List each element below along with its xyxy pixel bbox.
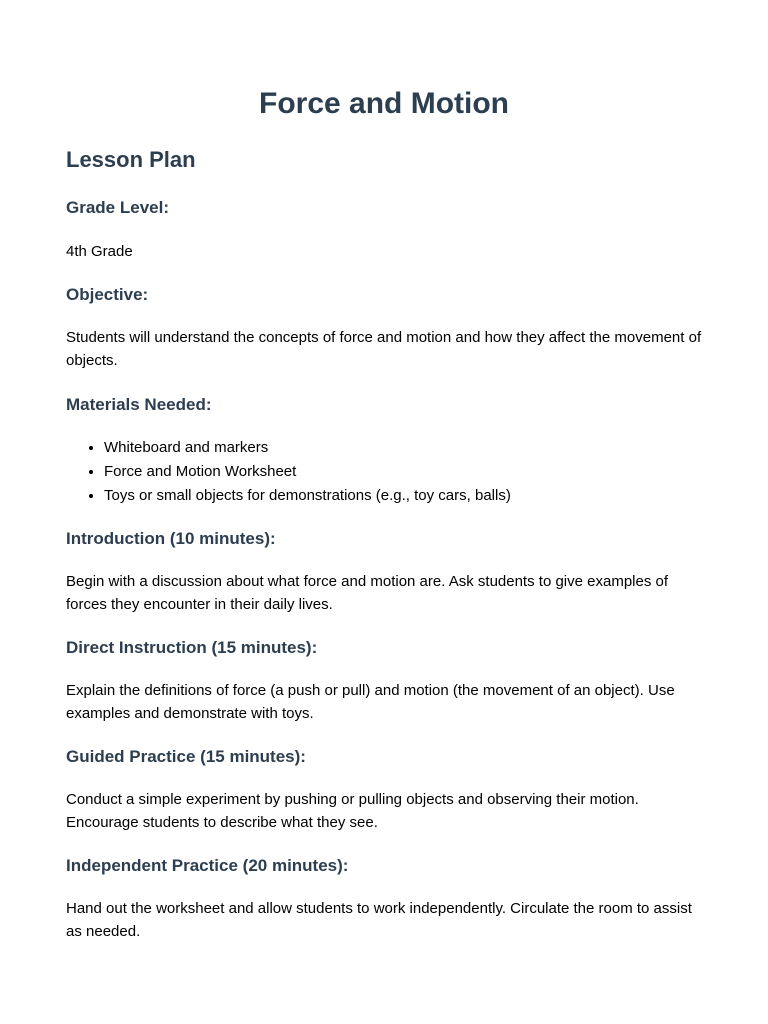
section-heading: Independent Practice (20 minutes): (66, 856, 349, 875)
section-heading: Objective: (66, 285, 149, 304)
section-guided-practice (66, 746, 702, 834)
section-text: Hand out the worksheet and allow students to work independently. Circulate the room to assist as needed. (66, 900, 692, 940)
page-title: Force and Motion (259, 87, 509, 120)
section-introduction (66, 528, 702, 616)
list-item: • Force and Motion Worksheet (104, 460, 702, 484)
section-materials (66, 394, 702, 508)
materials-list (66, 436, 702, 508)
list-item: • Toys or small objects for demonstrations (e.g., toy cars, balls) (104, 484, 702, 508)
section-direct-instruction (66, 637, 702, 725)
section-text: Begin with a discussion about what force and motion are. Ask students to give examples of forces they encounter in their daily lives. (66, 573, 669, 613)
section-text: Students will understand the concepts of force and motion and how they affect the movement of objects. (66, 329, 702, 369)
section-heading: Materials Needed: (66, 395, 212, 414)
section-grade-level (66, 197, 702, 263)
section-heading: Introduction (10 minutes): (66, 529, 276, 548)
list-item: • Whiteboard and markers (104, 436, 702, 460)
section-text: 4th Grade (66, 243, 133, 260)
page-subtitle: Lesson Plan (66, 147, 196, 172)
section-text: Explain the definitions of force (a push or pull) and motion (the movement of an object). Use examples and demonstrate with toys. (66, 682, 675, 722)
section-heading: Grade Level: (66, 198, 169, 217)
section-heading: Direct Instruction (15 minutes): (66, 638, 318, 657)
section-independent-practice (66, 855, 702, 943)
section-heading: Guided Practice (15 minutes): (66, 747, 306, 766)
section-objective (66, 284, 702, 372)
section-text: Conduct a simple experiment by pushing or pulling objects and observing their motion. Encourage students to describe what they see. (66, 791, 639, 831)
